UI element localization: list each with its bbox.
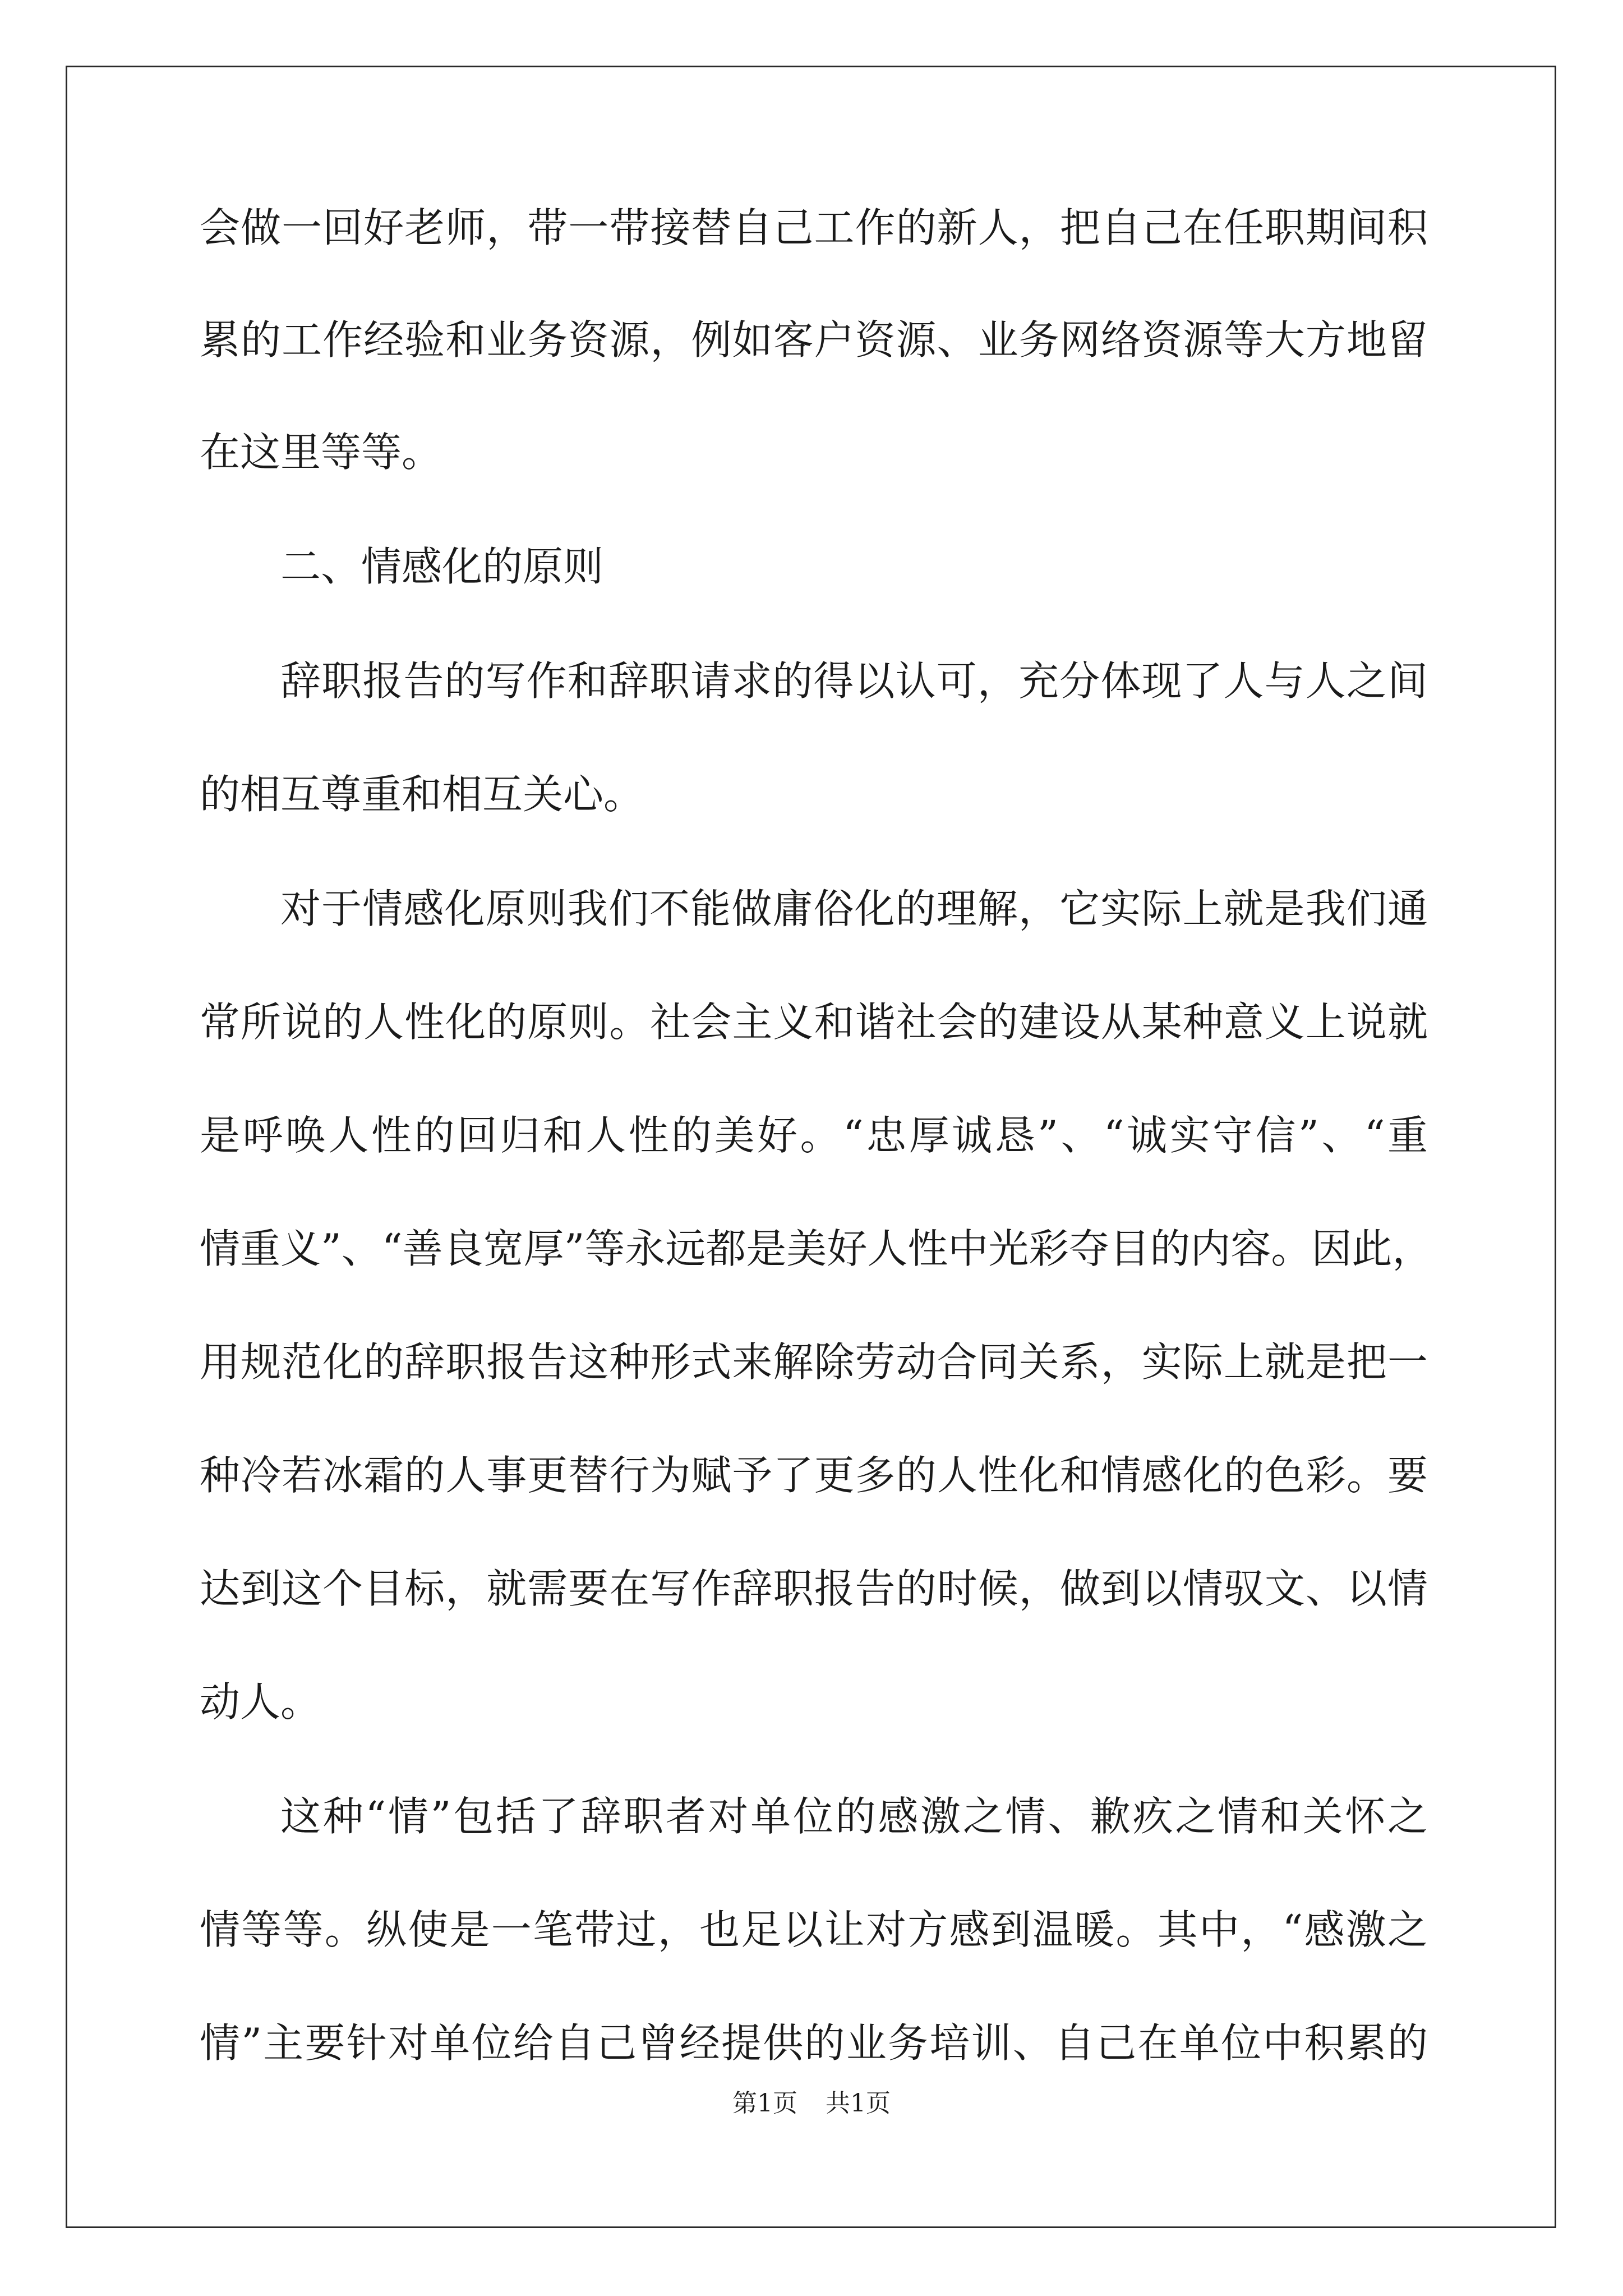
text-line: 辞职报告的写作和辞职请求的得以认可，充分体现了人与人之间 bbox=[280, 657, 1428, 705]
text-line: 这种“情”包括了辞职者对单位的感激之情、歉疚之情和关怀之 bbox=[280, 1793, 1428, 1840]
section-heading: 二、情感化的原则 bbox=[280, 543, 604, 590]
text-line: 动人。 bbox=[200, 1678, 321, 1726]
text-line: 种冷若冰霜的人事更替行为赋予了更多的人性化和情感化的色彩。要 bbox=[200, 1452, 1428, 1499]
page-number-total: 共1页 bbox=[826, 2089, 891, 2118]
text-line: 用规范化的辞职报告这种形式来解除劳动合同关系，实际上就是把一 bbox=[200, 1338, 1428, 1386]
text-line: 是呼唤人性的回归和人性的美好。“忠厚诚恳”、“诚实守信”、“重 bbox=[200, 1112, 1428, 1159]
text-line: 达到这个目标，就需要在写作辞职报告的时候，做到以情驭文、以情 bbox=[200, 1565, 1428, 1612]
text-line: 的相互尊重和相互关心。 bbox=[200, 771, 644, 818]
text-line: 情”主要针对单位给自己曾经提供的业务培训、自己在单位中积累的 bbox=[200, 2019, 1428, 2067]
text-line: 对于情感化原则我们不能做庸俗化的理解，它实际上就是我们通 bbox=[280, 885, 1428, 932]
page-number-current: 第1页 bbox=[732, 2089, 797, 2118]
text-line: 累的工作经验和业务资源，例如客户资源、业务网络资源等大方地留 bbox=[200, 316, 1428, 364]
text-line: 情等等。纵使是一笔带过，也足以让对方感到温暖。其中，“感激之 bbox=[200, 1906, 1428, 1953]
text-line: 常所说的人性化的原则。社会主义和谐社会的建设从某种意义上说就 bbox=[200, 999, 1428, 1046]
text-line: 情重义”、“善良宽厚”等永远都是美好人性中光彩夺目的内容。因此， bbox=[200, 1225, 1433, 1272]
page-footer bbox=[0, 2087, 1623, 2120]
text-line: 在这里等等。 bbox=[200, 429, 442, 476]
text-line: 会做一回好老师，带一带接替自己工作的新人，把自己在任职期间积 bbox=[200, 204, 1428, 251]
